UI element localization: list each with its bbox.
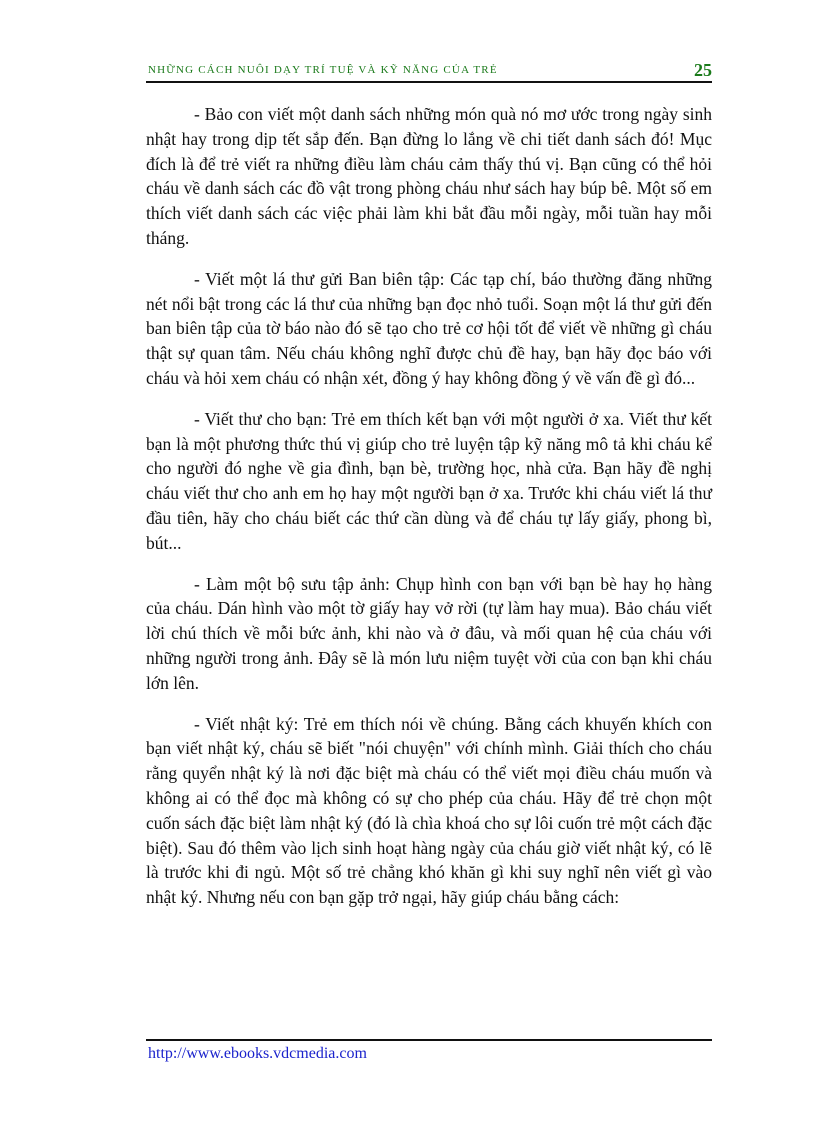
footer-website-link[interactable]: http://www.ebooks.vdcmedia.com [148, 1045, 367, 1062]
footer-rule [146, 1039, 712, 1041]
book-title: NHỮNG CÁCH NUÔI DẠY TRÍ TUỆ VÀ KỸ NĂNG CỦA TRẺ [148, 64, 498, 76]
paragraph-editor-letter: - Viết một lá thư gửi Ban biên tập: Các tạp chí, báo thường đăng những nét nổi bật trong các lá thư của những bạn đọc nhỏ tuổi. Soạn một lá thư gửi đến ban biên tập của tờ báo nào đó sẽ tạo cho trẻ cơ hội tốt để viết về những gì cháu thật sự quan tâm. Nếu cháu không nghĩ được chủ đề hay, bạn hãy đọc báo với cháu và hỏi xem cháu có nhận xét, đồng ý hay không đồng ý về vấn đề gì đó... [146, 268, 712, 388]
paragraph-gift-list: - Bảo con viết một danh sách những món quà nó mơ ước trong ngày sinh nhật hay trong dịp tết sắp đến. Bạn đừng lo lắng về chi tiết danh sách đó! Mục đích là để trẻ viết ra những điều làm cháu cảm thấy thú vị. Bạn cũng có thể hỏi cháu về danh sách các đồ vật trong phòng cháu như sách hay búp bê. Một số em thích viết danh sách các việc phải làm khi bắt đầu mỗi ngày, mỗi tuần hay mỗi tháng. [146, 104, 712, 248]
paragraph-pen-pal: - Viết thư cho bạn: Trẻ em thích kết bạn với một người ở xa. Viết thư kết bạn là một phương thức thú vị giúp cho trẻ luyện tập kỹ năng mô tả khi cháu kể cho người đó nghe về gia đình, bạn bè, trường học, nhà cửa. Bạn hãy đề nghị cháu viết thư cho anh em họ hay một người bạn ở xa. Trước khi cháu viết lá thư đầu tiên, hãy cho cháu biết các thứ cần dùng và để cháu tự lấy giấy, phong bì, bút... [146, 408, 712, 553]
paragraph-diary: - Viết nhật ký: Trẻ em thích nói về chúng. Bằng cách khuyến khích con bạn viết nhật ký, cháu sẽ biết "nói chuyện" với chính mình. Giải thích cho cháu rằng quyển nhật ký là nơi đặc biệt mà cháu có thể viết mọi điều cháu muốn và không ai có thể đọc mà không có sự cho phép của cháu. Hãy để trẻ chọn một cuốn sách đặc biệt làm nhật ký (đó là chìa khoá cho sự lôi cuốn trẻ một cách đặc biệt). Sau đó thêm vào lịch sinh hoạt hàng ngày của cháu giờ viết nhật ký, có lẽ là trước khi đi ngủ. Một số trẻ chẳng khó khăn gì khi suy nghĩ nên viết gì vào nhật ký. Nhưng nếu con bạn gặp trở ngại, hãy giúp cháu bằng cách: [146, 713, 712, 908]
page-body [146, 102, 712, 926]
page-header [148, 60, 712, 82]
page-number: 25 [694, 60, 712, 80]
header-rule [146, 81, 712, 83]
paragraph-photo-album: - Làm một bộ sưu tập ảnh: Chụp hình con bạn với bạn bè hay họ hàng của cháu. Dán hình vào một tờ giấy hay vở rời (tự làm hay mua). Bảo cháu viết lời chú thích về mỗi bức ảnh, khi nào và ở đâu, và mối quan hệ của cháu với những người trong ảnh. Đây sẽ là món lưu niệm tuyệt vời của con bạn khi cháu lớn lên. [146, 573, 712, 693]
